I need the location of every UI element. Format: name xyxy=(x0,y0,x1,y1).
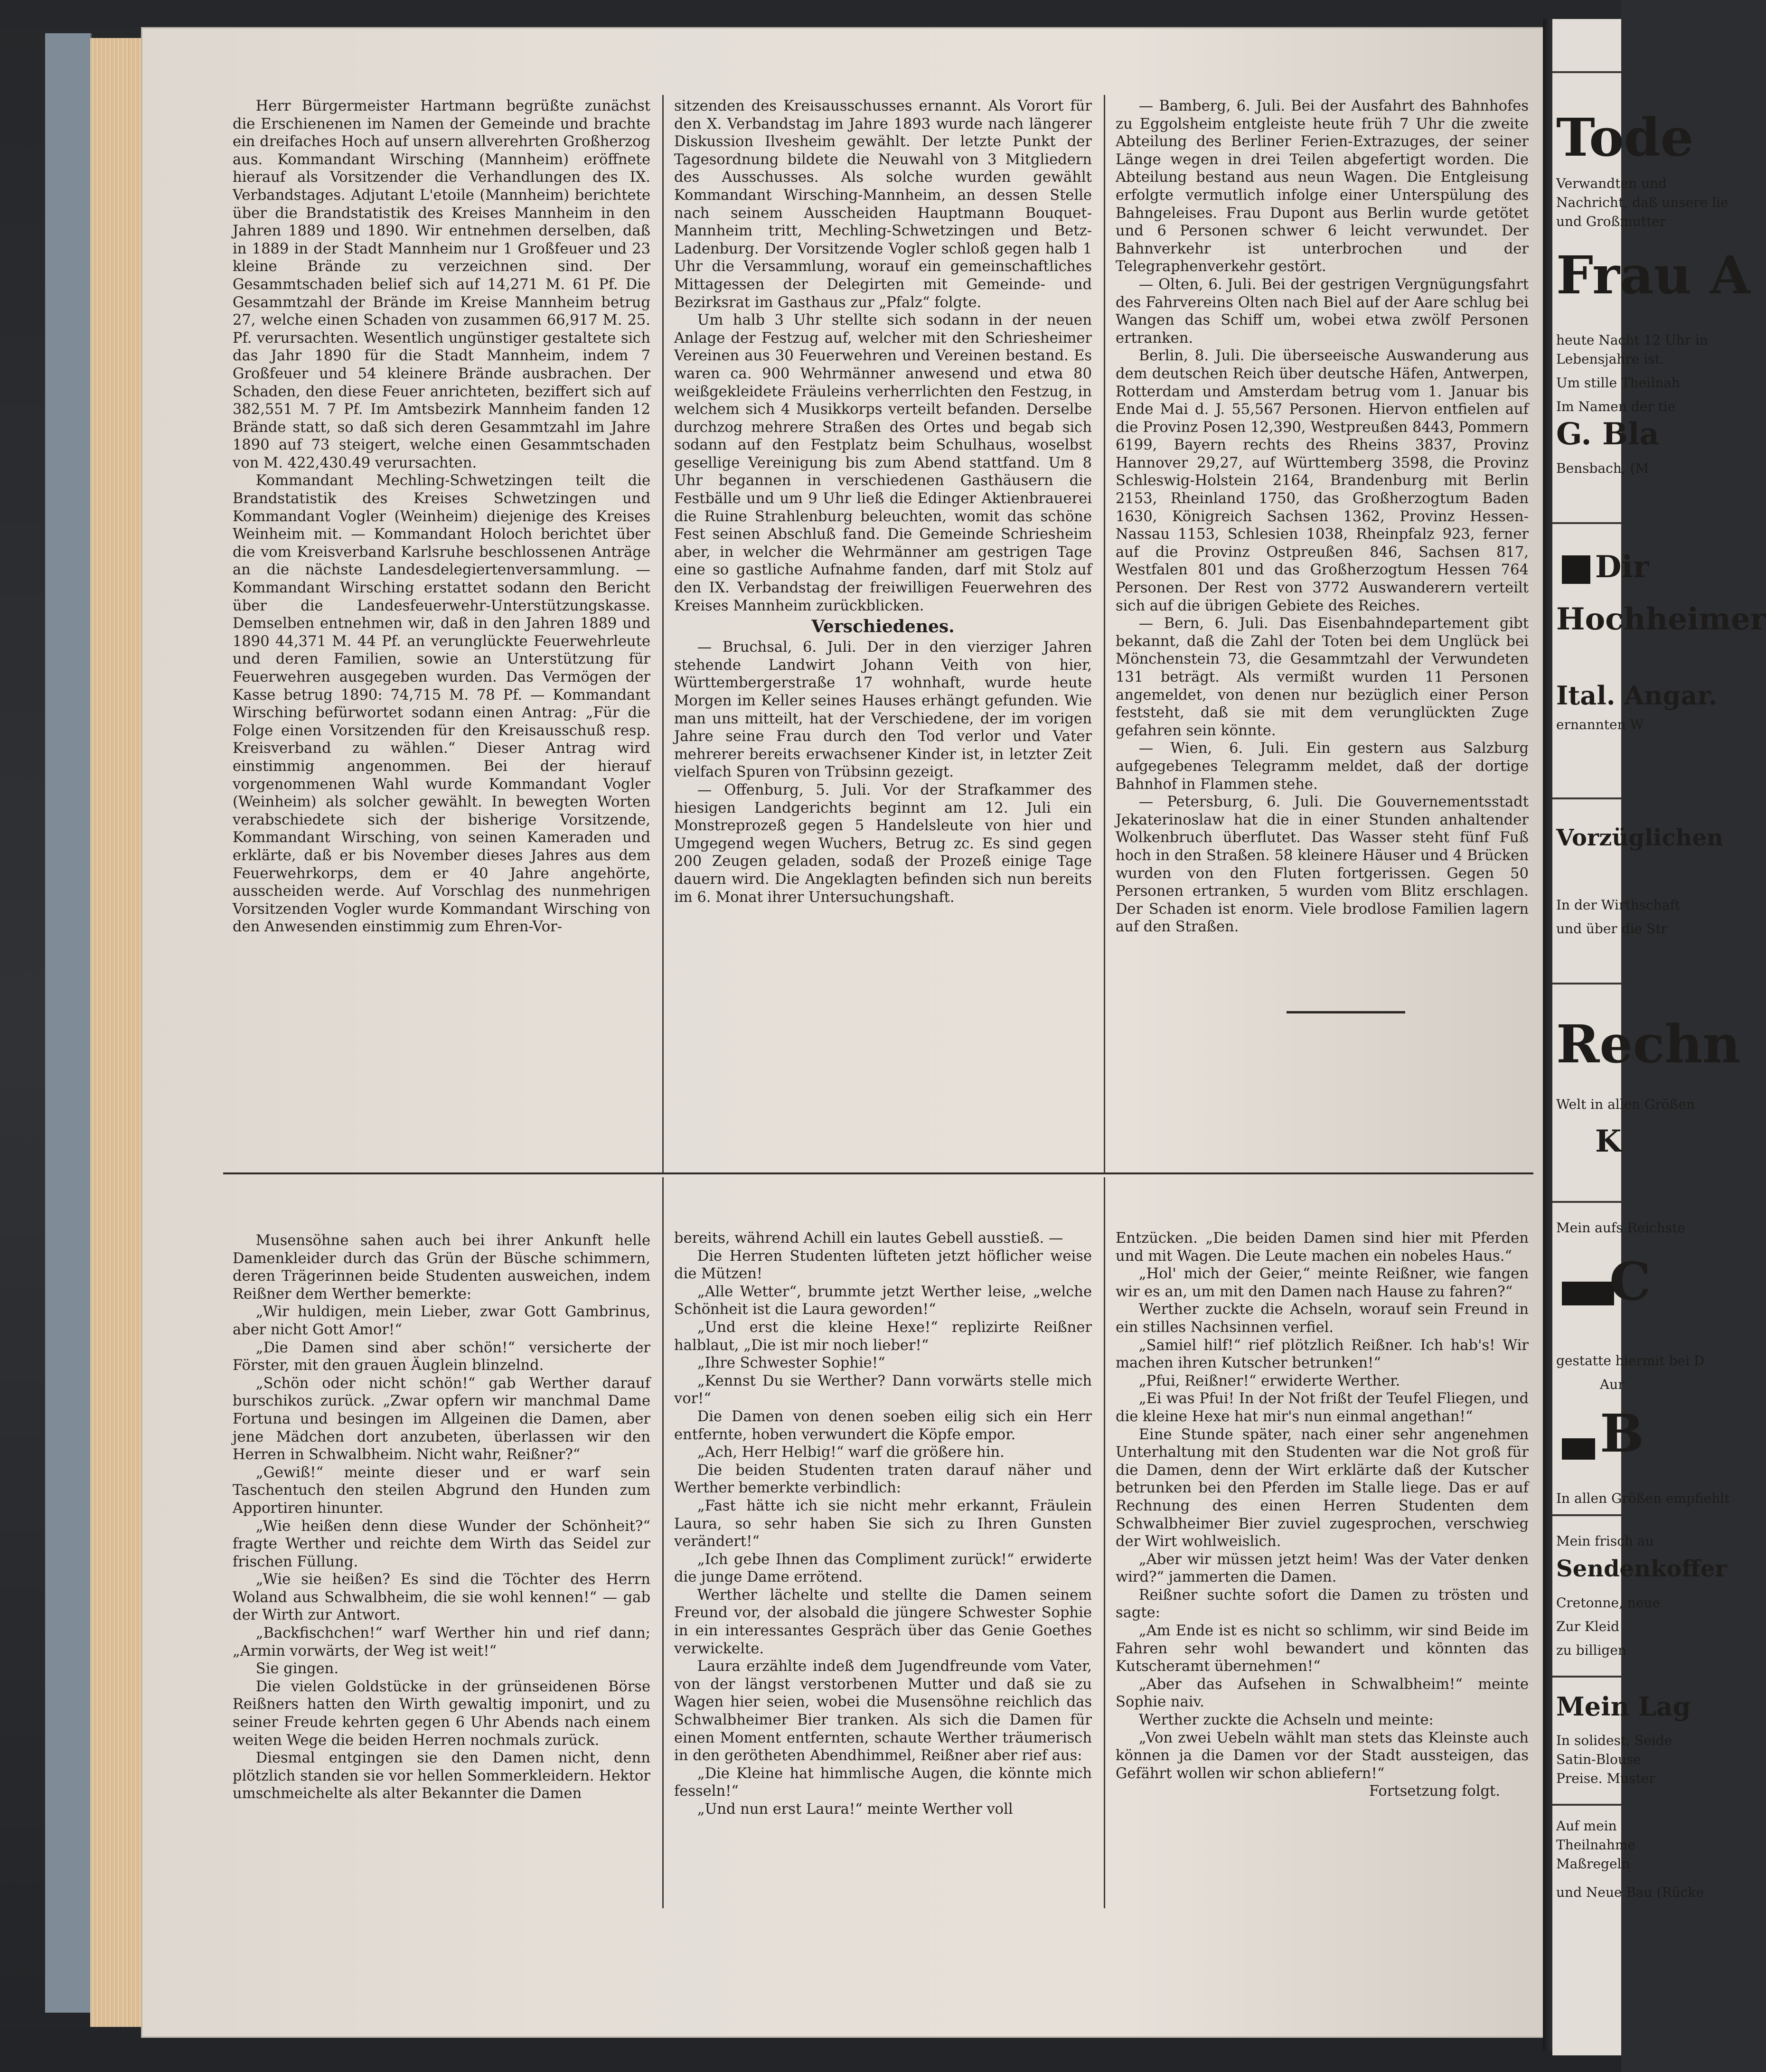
stacked-page-edges xyxy=(90,38,145,2027)
article-paragraph: „Wie sie heißen? Es sind die Töchter des Herrn Woland aus Schwalbheim, die sie wohl kennen!“ — gab der Wirth zur Antwort. xyxy=(233,1571,650,1624)
ad-heading: G. Bla xyxy=(1556,416,1659,452)
article-paragraph: „Und erst die kleine Hexe!“ replizirte Reißner halblaut, „Die ist mir noch lieber!“ xyxy=(674,1319,1092,1354)
ad-text: In solidest, Seide xyxy=(1556,1733,1672,1748)
ad-heading: B xyxy=(1600,1403,1644,1464)
article-paragraph: „Pfui, Reißner!“ erwiderte Werther. xyxy=(1138,1372,1400,1389)
article-paragraph: „Backfischchen!“ warf Werther hin und rief dann; „Armin vorwärts, der Weg ist weit!“ xyxy=(233,1625,650,1659)
ad-text: Verwandten und xyxy=(1556,176,1667,191)
article-paragraph: — Wien, 6. Juli. Ein gestern aus Salzburg aufgegebenes Telegramm meldet, daß der dortige Bahnhof in Flammen stehe. xyxy=(1116,740,1529,793)
ad-bar xyxy=(1562,1282,1614,1305)
ad-text: Bensbach, (M xyxy=(1556,460,1649,476)
lower-column-2 xyxy=(674,1229,1092,1819)
article-paragraph: „Und nun erst Laura!“ meinte Werther voll xyxy=(697,1801,1013,1818)
ad-text: Lebensjahre ist. xyxy=(1556,351,1664,367)
section-heading: Verschiedenes. xyxy=(811,617,955,637)
ad-heading: Dir xyxy=(1595,549,1649,585)
article-paragraph: „Ihre Schwester Sophie!“ xyxy=(697,1355,885,1372)
ad-heading: K xyxy=(1595,1124,1622,1159)
article-paragraph: Reißner suchte sofort die Damen zu trösten und sagte: xyxy=(1116,1586,1529,1622)
article-paragraph: Eine Stunde später, nach einer sehr angenehmen Unterhaltung mit den Studenten war die Not groß für die Damen, denn der Wirt erklärte daß der Kutscher betrunken bei den Pferden im Stalle liege. Das er auf Rechnung des einen Herren Studenten dem Schwalbheimer Bier zuviel zugesprochen, verschwieg der Wirt wohlweislich. xyxy=(1116,1426,1529,1550)
ad-text: In der Wirthschaft xyxy=(1556,897,1681,913)
feuilleton-divider xyxy=(223,1172,1533,1174)
ad-rule xyxy=(1552,71,1621,73)
article-paragraph: „Wie heißen denn diese Wunder der Schönheit?“ fragte Werther und reichte dem Wirth das Seidel zur frischen Füllung. xyxy=(233,1518,650,1570)
upper-column-1 xyxy=(233,97,650,936)
article-paragraph: Laura erzählte indeß dem Jugendfreunde vom Vater, von der längst verstorbenen Mutter und daß sie zu Wagen hier seien, wobei die Musensöhne reichlich das Schwalbheimer Bier tranken. Als sich die Damen für einen Moment entfernten, schaute Werther träumerisch in den gerötheten Abendhimmel, Reißner aber rief aus: xyxy=(674,1658,1092,1764)
ad-heading: Ital. Angar. xyxy=(1556,680,1718,711)
ad-text: und Neue Bau (Rücke xyxy=(1556,1884,1704,1900)
ad-text: Um stille Theilnah xyxy=(1556,375,1680,391)
column-divider xyxy=(662,1177,664,1908)
article-paragraph: „Am Ende ist es nicht so schlimm, wir sind Beide im Fahren sehr wohl bewandert und könnten das Kutscheramt übernehmen!“ xyxy=(1116,1622,1529,1675)
ad-rule xyxy=(1552,1201,1621,1203)
ad-text: Maßregeln xyxy=(1556,1856,1630,1872)
article-paragraph: „Kennst Du sie Werther? Dann vorwärts stelle mich vor!“ xyxy=(674,1372,1092,1407)
ad-rule xyxy=(1552,1514,1621,1516)
ad-heading: Hochheimer xyxy=(1556,601,1766,637)
ad-rule xyxy=(1552,1676,1621,1678)
lower-column-1 xyxy=(233,1232,650,1803)
ad-heading: Mein Lag xyxy=(1556,1691,1691,1722)
ad-text: Mein frisch au xyxy=(1556,1533,1654,1549)
ad-text: Nachricht, daß unsere lie xyxy=(1556,195,1728,210)
article-paragraph: Sie gingen. xyxy=(255,1660,339,1678)
article-paragraph: „Fast hätte ich sie nicht mehr erkannt, Fräulein Laura, so sehr haben Sie sich zu Ihren Gunsten verändert!“ xyxy=(674,1497,1092,1550)
article-paragraph: „Aber wir müssen jetzt heim! Was der Vater denken wird?“ jammerten die Damen. xyxy=(1116,1551,1529,1586)
ad-bar xyxy=(1562,555,1590,584)
upper-column-3 xyxy=(1116,97,1529,936)
article-paragraph: Diesmal entgingen sie den Damen nicht, denn plötzlich standen sie vor hellen Sommerkleidern. Hektor umschmeichelte als alter Bekannter die Damen xyxy=(233,1750,650,1802)
article-paragraph: „Alle Wetter“, brummte jetzt Werther leise, „welche Schönheit ist die Laura geworden!“ xyxy=(674,1283,1092,1318)
article-paragraph: Die Herren Studenten lüfteten jetzt höflicher weise die Mützen! xyxy=(674,1247,1092,1283)
ad-heading: Tode xyxy=(1556,107,1694,168)
book-cover-board xyxy=(45,33,92,2013)
article-paragraph: „Die Kleine hat himmlische Augen, die könnte mich fesseln!“ xyxy=(674,1765,1092,1800)
article-paragraph: Die Damen von denen soeben eilig sich ein Herr entfernte, hoben verwundert die Köpfe empor. xyxy=(674,1408,1092,1443)
article-paragraph: — Bruchsal, 6. Juli. Der in den vierziger Jahren stehende Landwirt Johann Veith von hier, Württembergerstraße 17 wohnhaft, wurde heute Morgen im Keller seines Hauses erhängt gefunden. Wie man uns mitteilt, hat der Verschiedene, der im vorigen Jahre seine Frau durch den Tod verlor und Vater mehrerer bereits erwachsener Kinder ist, in letzter Zeit vielfach Spuren von Trübsinn gezeigt. xyxy=(674,639,1092,781)
article-paragraph: „Ach, Herr Helbig!“ warf die größere hin. xyxy=(697,1444,1005,1461)
lower-column-3 xyxy=(1116,1229,1529,1800)
ad-rule xyxy=(1552,1804,1621,1806)
article-paragraph: „Von zwei Uebeln wählt man stets das Kleinste auch können ja die Damen vor der Stadt aussteigen, das Gefährt wollen wir schon abliefern!“ xyxy=(1116,1729,1529,1782)
column-divider xyxy=(1104,1177,1105,1908)
article-paragraph: Die vielen Goldstücke in der grünseidenen Börse Reißners hatten den Wirth gewaltig imponirt, und zu seiner Freude kehrten gegen 6 Uhr Abends nach einem weiten Wege die beiden Herren nochmals zurück. xyxy=(233,1678,650,1749)
article-paragraph: Musensöhne sahen auch bei ihrer Ankunft helle Damenkleider durch das Grün der Büsche schimmern, deren Trägerinnen beide Studenten ausweichen, indem Reißner dem Werther bemerkte: xyxy=(233,1232,650,1303)
ad-text: In allen Größen empfiehlt xyxy=(1556,1491,1730,1506)
article-paragraph: Kommandant Mechling-Schwetzingen teilt die Brandstatistik des Kreises Schwetzingen und Kommandant Vogler (Weinheim) diejenige des Kreises Weinheim mit. — Kommandant Holoch berichtet über die vom Kreisverband Karlsruhe beschlossenen Anträge an die nächste Landesdelegiertenversammlung. — Kommandant Wirsching erstattet sodann den Bericht über die Landesfeuerwehr-Unterstützungskasse. Demselben entnehmen wir, daß in den Jahren 1889 und 1890 44,371 M. 44 Pf. an verunglückte Feuerwehrleute und deren Familien, sowie an Unterstützung für Feuerwehren ausgegeben wurden. Das Vermögen der Kasse betrug 1890: 74,715 M. 78 Pf. — Kommandant Wirsching befürwortet sodann einen Antrag: „Für die Folge einen Vorsitzenden für den Kreisausschuß resp. Kreisverband zu wählen.“ Dieser Antrag wird einstimmig angenommen. Bei der hierauf vorgenommenen Wahl wurde Kommandant Vogler (Weinheim) als solcher gewählt. In bewegten Worten verabschiedete sich der bisherige Vorsitzende, Kommandant Wirsching, von seinen Kameraden und erklärte, daß er bis November dieses Jahres aus dem Feuerwehrkorps, dem er 40 Jahre angehörte, ausscheiden werde. Auf Vorschlag des nunmehrigen Vorsitzenden Vogler wurde Kommandant Wirsching von den Anwesenden einstimmig zum Ehren-Vor- xyxy=(233,472,650,936)
ad-text: heute Nacht 12 Uhr in xyxy=(1556,332,1708,348)
facing-page-advertisements xyxy=(1552,19,1766,2055)
ad-text: gestatte hiermit bei D xyxy=(1556,1353,1705,1369)
column-divider xyxy=(1104,95,1105,1172)
article-paragraph: „Samiel hilf!“ rief plötzlich Reißner. Ich hab's! Wir machen ihren Kutscher betrunken!“ xyxy=(1116,1337,1529,1372)
ad-text: Theilnahme xyxy=(1556,1837,1636,1853)
ad-text: Welt in allen Größen xyxy=(1556,1097,1695,1112)
ad-text: Mein aufs Reichste xyxy=(1556,1220,1686,1236)
article-paragraph: „Ich gebe Ihnen das Compliment zurück!“ erwiderte die junge Dame errötend. xyxy=(674,1551,1092,1586)
article-paragraph: Die beiden Studenten traten darauf näher und Werther bemerkte verbindlich: xyxy=(674,1462,1092,1497)
ad-text: zu billigen xyxy=(1556,1642,1626,1658)
article-paragraph: — Bamberg, 6. Juli. Bei der Ausfahrt des Bahnhofes zu Eggolsheim entgleiste heute früh 7 Uhr die zweite Abteilung des Berliner Ferien-Extrazuges, der seiner Länge wegen in drei Teilen abgefertigt worden. Die Abteilung bestand aus neun Wagen. Die Entgleisung erfolgte vermutlich infolge einer Unterspülung des Bahngeleises. Frau Dupont aus Berlin wurde getötet und 6 Personen schwer 6 leicht verwundet. Der Bahnverkehr ist unterbrochen und der Telegraphenverkehr gestört. xyxy=(1116,98,1529,275)
article-paragraph: „Wir huldigen, mein Lieber, zwar Gott Gambrinus, aber nicht Gott Amor!“ xyxy=(233,1303,650,1338)
ad-text: und Großmutter xyxy=(1556,214,1666,229)
ad-heading: Vorzüglichen xyxy=(1556,825,1723,851)
ad-heading: Sendenkoffer xyxy=(1556,1556,1727,1582)
ad-rule xyxy=(1552,797,1621,799)
article-paragraph: — Petersburg, 6. Juli. Die Gouvernementsstadt Jekaterinoslaw hat die in einer Stunden anhaltender Wolkenbruch überflutet. Das Wasser steht fünf Fuß hoch in den Straßen. 58 kleinere Häuser und 4 Brücken wurden von den Fluten fortgerissen. Gegen 50 Personen ertranken, 5 wurden vom Blitz erschlagen. Der Schaden ist enorm. Viele brodlose Familien lagern auf den Straßen. xyxy=(1116,794,1529,936)
article-paragraph: Werther lächelte und stellte die Damen seinem Freund vor, der alsobald die jüngere Schwester Sophie in ein interessantes Gespräch über das Genie Goethes verwickelte. xyxy=(674,1586,1092,1657)
article-paragraph: „Schön oder nicht schön!“ gab Werther darauf burschikos zurück. „Zwar opfern wir manchmal Dame Fortuna und besingen im Allgeinen die Damen, aber jene Mädchen dort anzubeten, überlassen wir den Herren in Schwalbheim. Nicht wahr, Reißner?“ xyxy=(233,1375,650,1463)
article-paragraph: Herr Bürgermeister Hartmann begrüßte zunächst die Erschienenen im Namen der Gemeinde und brachte ein dreifaches Hoch auf unsern allverehrten Großherzog aus. Kommandant Wirsching (Mannheim) eröffnete hierauf als Vorsitzender die Verhandlungen des IX. Verbandstages. Adjutant L'etoile (Mannheim) berichtete über die Brandstatistik des Kreises Mannheim in den Jahren 1889 und 1890. Wir entnehmen derselben, daß in 1889 in der Stadt Mannheim nur 1 Großfeuer und 23 kleine Brände zu verzeichnen sind. Der Gesammtschaden belief sich auf 14,271 M. 61 Pf. Die Gesammtzahl der Brände im Kreise Mannheim betrug 27, welche einen Schaden von zusammen 66,917 M. 25. Pf. verursachten. Wesentlich ungünstiger gestaltete sich das Jahr 1890 für die Stadt Mannheim, indem 7 Großfeuer und 54 kleinere Brände ausbrachen. Der Schaden, den diese Feuer anrichteten, beziffert sich auf 382,551 M. 7 Pf. Im Amtsbezirk Mannheim fanden 12 Brände statt, so daß sich deren Gesammtzahl im Jahre 1890 auf 73 steigert, welche einen Gesammtschaden von M. 422,430.49 verursachten. xyxy=(233,98,650,471)
article-paragraph: Fortsetzung folgt. xyxy=(1369,1783,1500,1800)
article-paragraph: bereits, während Achill ein lautes Gebell ausstieß. — xyxy=(674,1230,1063,1247)
ad-text: ernannten W xyxy=(1556,717,1644,732)
ad-heading: Frau A xyxy=(1556,244,1751,306)
article-paragraph: Um halb 3 Uhr stellte sich sodann in der neuen Anlage der Festzug auf, welcher mit den Schriesheimer Vereinen aus 30 Feuerwehren und Vereinen bestand. Es waren ca. 900 Wehrmänner anwesend und etwa 80 weißgekleidete Fräuleins verherrlichten den Festzug, in welchem sich 4 Musikkorps verteilt befanden. Derselbe durchzog mehrere Straßen des Ortes und begab sich sodann auf den Festplatz beim Schulhaus, woselbst gesellige Vereinigung bis zum Abend stattfand. Um 8 Uhr begannen in verschiedenen Gasthäusern die Festbälle und um 9 Uhr ließ die Edinger Aktienbrauerei die Ruine Strahlenburg beleuchten, womit das schöne Fest seinen Abschluß fand. Die Gemeinde Schriesheim aber, in welcher die Wehrmänner am gestrigen Tage eine so gastliche Aufnahme fanden, darf mit Stolz auf den IX. Verbandstag der freiwilligen Feuerwehren des Kreises Mannheim zurückblicken. xyxy=(674,312,1092,614)
article-paragraph: Werther zuckte die Achseln, worauf sein Freund in ein stilles Nachsinnen verfiel. xyxy=(1116,1301,1529,1336)
article-paragraph: Entzücken. „Die beiden Damen sind hier mit Pferden und mit Wagen. Die Leute machen ein nobeles Haus.“ xyxy=(1116,1230,1529,1265)
article-paragraph: „Gewiß!“ meinte dieser und er warf sein Taschentuch den steilen Abgrund den Hunden zum Apportiren hinunter. xyxy=(233,1464,650,1517)
article-paragraph: — Offenburg, 5. Juli. Vor der Strafkammer des hiesigen Landgerichts beginnt am 12. Juli ein Monstreprozeß gegen 5 Handelsleute von hier und Umgegend wegen Wuchers, Betrug zc. Es sind gegen 200 Zeugen geladen, sodaß der Prozeß einige Tage dauern wird. Die Angeklagten befinden sich nun bereits im 6. Monat ihrer Untersuchungshaft. xyxy=(674,781,1092,906)
ad-rule xyxy=(1552,983,1621,984)
ad-heading: C xyxy=(1609,1251,1651,1312)
article-paragraph: — Bern, 6. Juli. Das Eisenbahndepartement gibt bekannt, daß die Zahl der Toten bei dem Unglück bei Mönchenstein 73, die Gesammtzahl der Verwundeten 131 beträgt. Als vermißt wurden 11 Personen angemeldet, von denen nur bezüglich einer Person feststeht, daß sie mit dem verunglückten Zuge gefahren sein könnte. xyxy=(1116,615,1529,739)
ad-text: Aur xyxy=(1600,1377,1625,1392)
ad-text: Zur Kleid xyxy=(1556,1619,1620,1634)
article-paragraph: „Aber das Aufsehen in Schwalbheim!“ meinte Sophie naiv. xyxy=(1116,1676,1529,1711)
article-paragraph: „Die Damen sind aber schön!“ versicherte der Förster, mit den grauen Äuglein blinzelnd. xyxy=(233,1339,650,1374)
ad-text: Cretonne, neue xyxy=(1556,1595,1661,1611)
article-paragraph: Werther zuckte die Achseln und meinte: xyxy=(1138,1712,1434,1729)
ad-text: und über die Str xyxy=(1556,921,1667,937)
ad-text: Preise. Muster xyxy=(1556,1771,1655,1786)
ad-rule xyxy=(1552,522,1621,524)
column-divider xyxy=(662,95,664,1172)
article-paragraph: sitzenden des Kreisausschusses ernannt. Als Vorort für den X. Verbandstag im Jahre 1893 wurde nach längerer Diskussion Ilvesheim gewählt. Der letzte Punkt der Tagesordnung bildete die Neuwahl von 3 Mitgliedern des Ausschusses. Als solche wurden gewählt Kommandant Wirsching-Mannheim, an dessen Stelle nach seinem Ausscheiden Hauptmann Bouquet-Mannheim tritt, Mechling-Schwetzingen und Betz-Ladenburg. Der Vorsitzende Vogler schloß gegen halb 1 Uhr die Versammlung, worauf ein gemeinschaftliches Mittagessen der Delegirten mit Gemeinde- und Bezirksrat im Gasthaus zur „Pfalz“ folgte. xyxy=(674,98,1092,311)
article-paragraph: Berlin, 8. Juli. Die überseeische Auswanderung aus dem deutschen Reich über deutsche Häfen, Antwerpen, Rotterdam und Amsterdam betrug vom 1. Januar bis Ende Mai d. J. 55,567 Personen. Hiervon entfielen auf die Provinz Posen 12,390, Westpreußen 8443, Pommern 6199, Bayern rechts des Rheins 3837, Provinz Hannover 29,27, auf Württemberg 3598, die Provinz Schleswig-Holstein 2164, Brandenburg mit Berlin 2153, Rheinland 1750, das Großherzogtum Baden 1630, Königreich Sachsen 1362, Provinz Hessen-Nassau 1153, Schlesien 1038, Rheinpfalz 923, ferner auf die Provinz Ostpreußen 846, Sachsen 817, Westfalen 801 und das Großherzogtum Hessen 764 Personen. Der Rest von 3772 Auswanderern verteilt sich auf die übrigen Gebiete des Reiches. xyxy=(1116,347,1529,614)
ad-heading: Rechn xyxy=(1556,1013,1741,1075)
article-paragraph: „Hol' mich der Geier,“ meinte Reißner, wie fangen wir es an, um mit den Damen nach Hause zu fahren?“ xyxy=(1116,1266,1529,1300)
article-paragraph: „Ei was Pfui! In der Not frißt der Teufel Fliegen, und die kleine Hexe hat mir's nun einmal angethan!“ xyxy=(1116,1390,1529,1425)
ad-text: Satin-Blouse xyxy=(1556,1752,1641,1767)
section-end-rule xyxy=(1287,1011,1405,1013)
ad-text: Im Namen der tie xyxy=(1556,399,1676,414)
article-paragraph: — Olten, 6. Juli. Bei der gestrigen Vergnügungsfahrt des Fahrvereins Olten nach Biel auf der Aare schlug bei Wangen das Schiff um, wobei etwa zwölf Personen ertranken. xyxy=(1116,276,1529,347)
upper-column-2 xyxy=(674,97,1092,906)
ad-text: Auf mein xyxy=(1556,1818,1617,1834)
ad-bar xyxy=(1562,1438,1595,1460)
